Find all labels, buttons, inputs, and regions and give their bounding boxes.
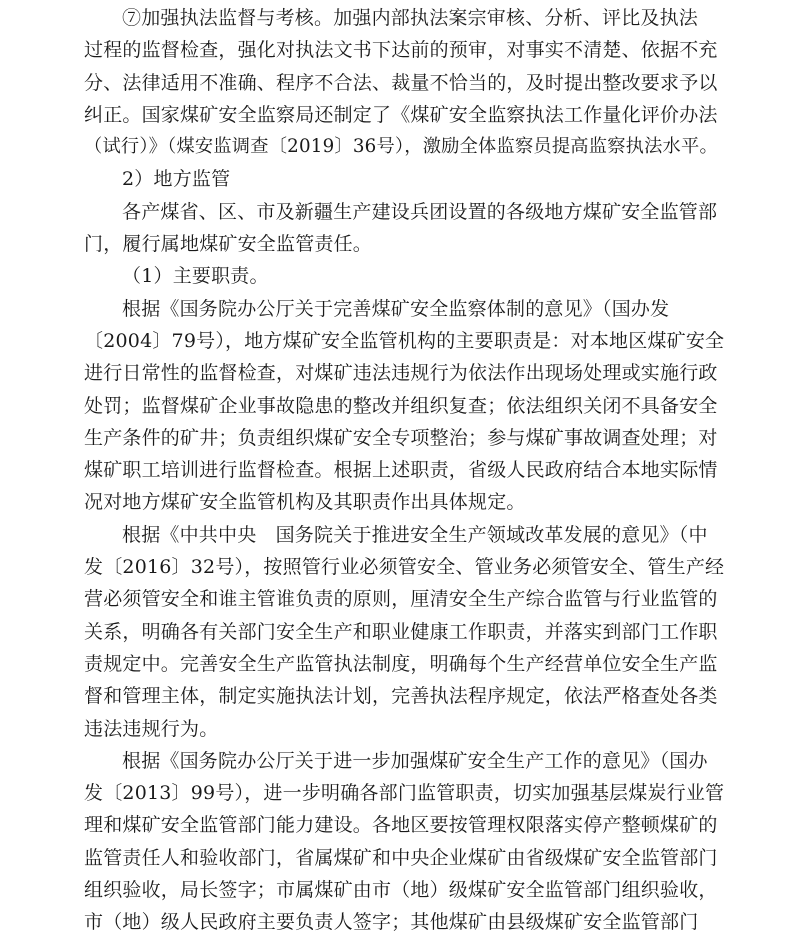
text-line: 2）地方监管 bbox=[122, 168, 231, 191]
text-line: 分、法律适用不准确、程序不合法、裁量不恰当的，及时提出整改要求予以 bbox=[84, 71, 718, 94]
text-line: 组织验收，局长签字；市属煤矿由市（地）级煤矿安全监管部门组织验收， bbox=[84, 879, 718, 902]
text-line: 监管责任人和验收部门，省属煤矿和中央企业煤矿由省级煤矿安全监管部门 bbox=[84, 846, 718, 869]
text-line: 进行日常性的监督检查，对煤矿违法违规行为依法作出现场处理或实施行政 bbox=[84, 362, 718, 385]
text-line: 营必须管安全和谁主管谁负责的原则，厘清安全生产综合监管与行业监管的 bbox=[84, 588, 718, 611]
document-page bbox=[84, 2, 724, 939]
text-line: 关系，明确各有关部门安全生产和职业健康工作职责，并落实到部门工作职 bbox=[84, 620, 718, 643]
text-line: 门，履行属地煤矿安全监管责任。 bbox=[84, 233, 373, 256]
text-line: （试行）》（煤安监调查〔2019〕36号），激励全体监察员提高监察执法水平。 bbox=[84, 136, 718, 158]
text-line: （1）主要职责。 bbox=[122, 265, 269, 288]
text-line: 〔2004〕79号），地方煤矿安全监管机构的主要职责是：对本地区煤矿安全 bbox=[84, 329, 725, 352]
text-line: 根据《中共中央 国务院关于推进安全生产领域改革发展的意见》（中 bbox=[122, 523, 708, 546]
text-line: 况对地方煤矿安全监管机构及其职责作出具体规定。 bbox=[84, 491, 526, 514]
text-line: 理和煤矿安全监管部门能力建设。各地区要按管理权限落实停产整顿煤矿的 bbox=[84, 814, 718, 837]
text-line: 责规定中。完善安全生产监管执法制度，明确每个生产经营单位安全生产监 bbox=[84, 652, 718, 675]
text-line: 煤矿职工培训进行监督检查。根据上述职责，省级人民政府结合本地实际情 bbox=[84, 459, 718, 482]
text-line: 市（地）级人民政府主要负责人签字；其他煤矿由县级煤矿安全监管部门 bbox=[84, 911, 699, 934]
text-line: 违法违规行为。 bbox=[84, 717, 219, 740]
text-line: 各产煤省、区、市及新疆生产建设兵团设置的各级地方煤矿安全监管部 bbox=[122, 200, 718, 223]
text-line: 发〔2013〕99号），进一步明确各部门监管职责，切实加强基层煤炭行业管 bbox=[84, 782, 725, 805]
text-line: ⑦加强执法监督与考核。加强内部执法案宗审核、分析、评比及执法 bbox=[122, 7, 699, 29]
text-line: 纠正。国家煤矿安全监察局还制定了《煤矿安全监察执法工作量化评价办法 bbox=[84, 103, 718, 126]
text-line: 处罚；监督煤矿企业事故隐患的整改并组织复查；依法组织关闭不具备安全 bbox=[84, 394, 718, 417]
text-line: 过程的监督检查，强化对执法文书下达前的预审，对事实不清楚、依据不充 bbox=[84, 39, 718, 62]
text-line: 生产条件的矿井；负责组织煤矿安全专项整治；参与煤矿事故调查处理；对 bbox=[84, 426, 718, 449]
text-line: 发〔2016〕32号），按照管行业必须管安全、管业务必须管安全、管生产经 bbox=[84, 556, 725, 579]
text-line: 督和管理主体，制定实施执法计划，完善执法程序规定，依法严格查处各类 bbox=[84, 685, 718, 708]
text-line: 根据《国务院办公厅关于完善煤矿安全监察体制的意见》（国办发 bbox=[122, 297, 670, 320]
text-line: 根据《国务院办公厅关于进一步加强煤矿安全生产工作的意见》（国办 bbox=[122, 749, 708, 772]
